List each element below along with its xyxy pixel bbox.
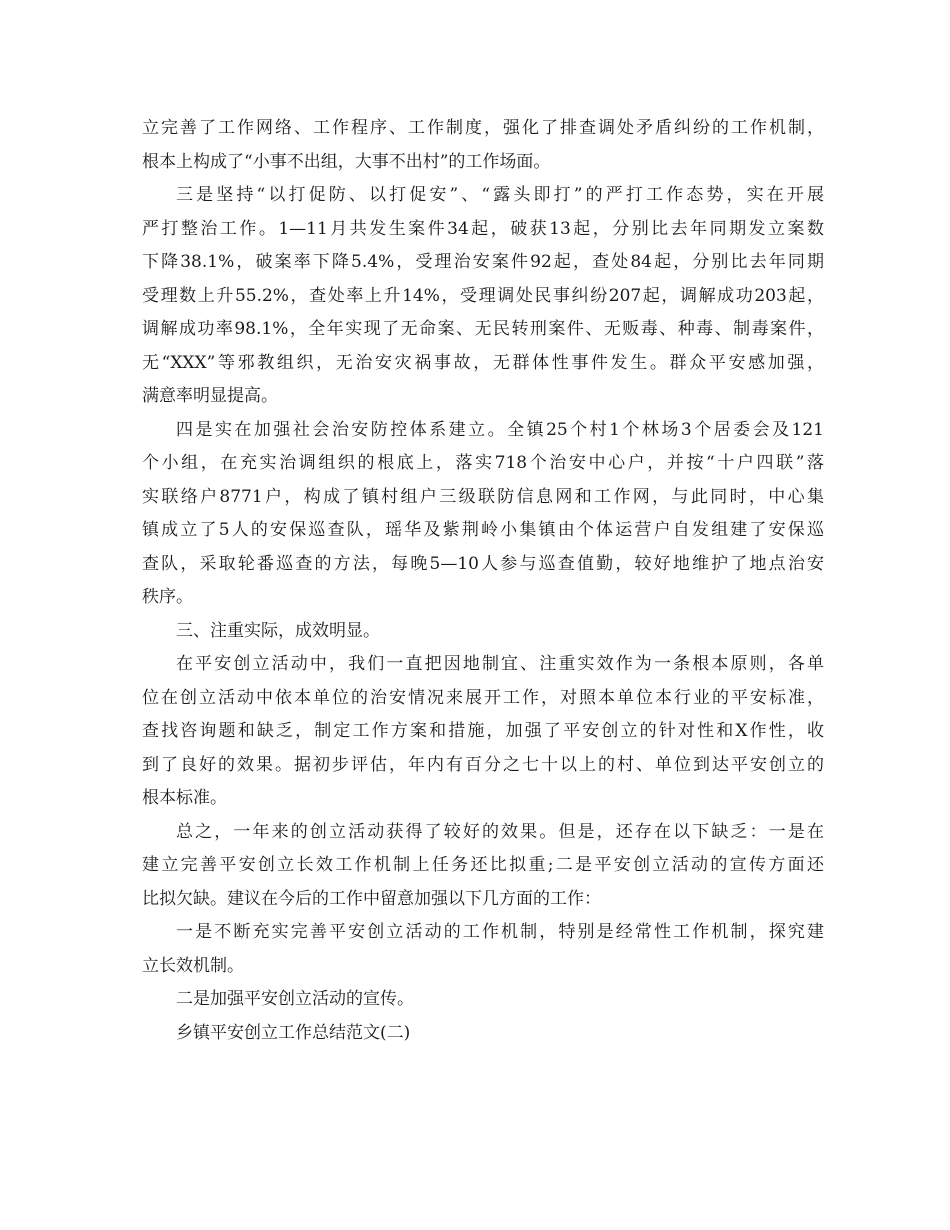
text-line: 一是不断充实完善平安创立活动的工作机制，特别是经常性工作机制，探究建 xyxy=(176,922,824,942)
text-line: 满意率明显提高。 xyxy=(142,386,278,406)
text-line: 四是实在加强社会治安防控体系建立。全镇25个村1个林场3个居委会及121 xyxy=(176,419,824,440)
text-line: 三是坚持“以打促防、以打促安”、“露头即打”的严打工作态势，实在开展 xyxy=(176,185,824,205)
text-line: 秩序。 xyxy=(142,587,193,607)
text-line: 无“XXX”等邪教组织，无治安灾祸事故，无群体性事件发生。群众平安感加强， xyxy=(142,352,824,373)
text-line: 位在创立活动中依本单位的治安情况来展开工作，对照本单位本行业的平安标准， xyxy=(142,687,824,708)
text-line: 镇成立了5人的安保巡查队，瑶华及紫荆岭小集镇由个体运营户自发组建了安保巡 xyxy=(142,520,824,540)
text-line: 根本上构成了“小事不出组，大事不出村”的工作场面。 xyxy=(142,151,551,172)
text-line: 严打整治工作。1—11月共发生案件34起，破获13起，分别比去年同期发立案数 xyxy=(142,218,824,239)
text-line: 到了良好的效果。据初步评估，年内有百分之七十以上的村、单位到达平安创立的 xyxy=(142,754,824,775)
text-line: 个小组，在充实治调组织的根底上，落实718个治安中心户，并按“十户四联”落 xyxy=(142,453,824,473)
text-line: 比拟欠缺。建议在今后的工作中留意加强以下几方面的工作： xyxy=(142,888,601,909)
document-body xyxy=(142,112,824,1050)
text-line: 二是加强平安创立活动的宣传。 xyxy=(176,989,414,1009)
text-line: 实联络户8771户，构成了镇村组户三级联防信息网和工作网，与此同时，中心集 xyxy=(142,486,824,507)
text-line: 查找咨询题和缺乏，制定工作方案和措施，加强了平安创立的针对性和X作性，收 xyxy=(142,721,824,741)
text-line: 受理数上升55.2%，查处率上升14%，受理调处民事纠纷207起，调解成功203起， xyxy=(142,285,824,306)
text-line: 立长效机制。 xyxy=(142,955,244,976)
text-line: 在平安创立活动中，我们一直把因地制宜、注重实效作为一条根本原则，各单 xyxy=(176,654,824,674)
text-line: 下降38.1%，破案率下降5.4%，受理治安案件92起，查处84起，分别比去年同期 xyxy=(142,252,824,272)
text-line: 调解成功率98.1%，全年实现了无命案、无民转刑案件、无贩毒、种毒、制毒案件， xyxy=(142,319,824,339)
text-line: 根本标准。 xyxy=(142,788,227,808)
text-line: 立完善了工作网络、工作程序、工作制度，强化了排查调处矛盾纠纷的工作机制， xyxy=(142,118,824,138)
text-line: 建立完善平安创立长效工作机制上任务还比拟重;二是平安创立活动的宣传方面还 xyxy=(142,855,824,875)
text-line: 乡镇平安创立工作总结范文(二) xyxy=(176,1022,411,1043)
text-line: 总之，一年来的创立活动获得了较好的效果。但是，还存在以下缺乏：一是在 xyxy=(176,821,824,842)
text-line: 查队，采取轮番巡查的方法，每晚5—10人参与巡查值勤，较好地维护了地点治安 xyxy=(142,553,824,574)
text-line: 三、注重实际，成效明显。 xyxy=(176,620,380,641)
